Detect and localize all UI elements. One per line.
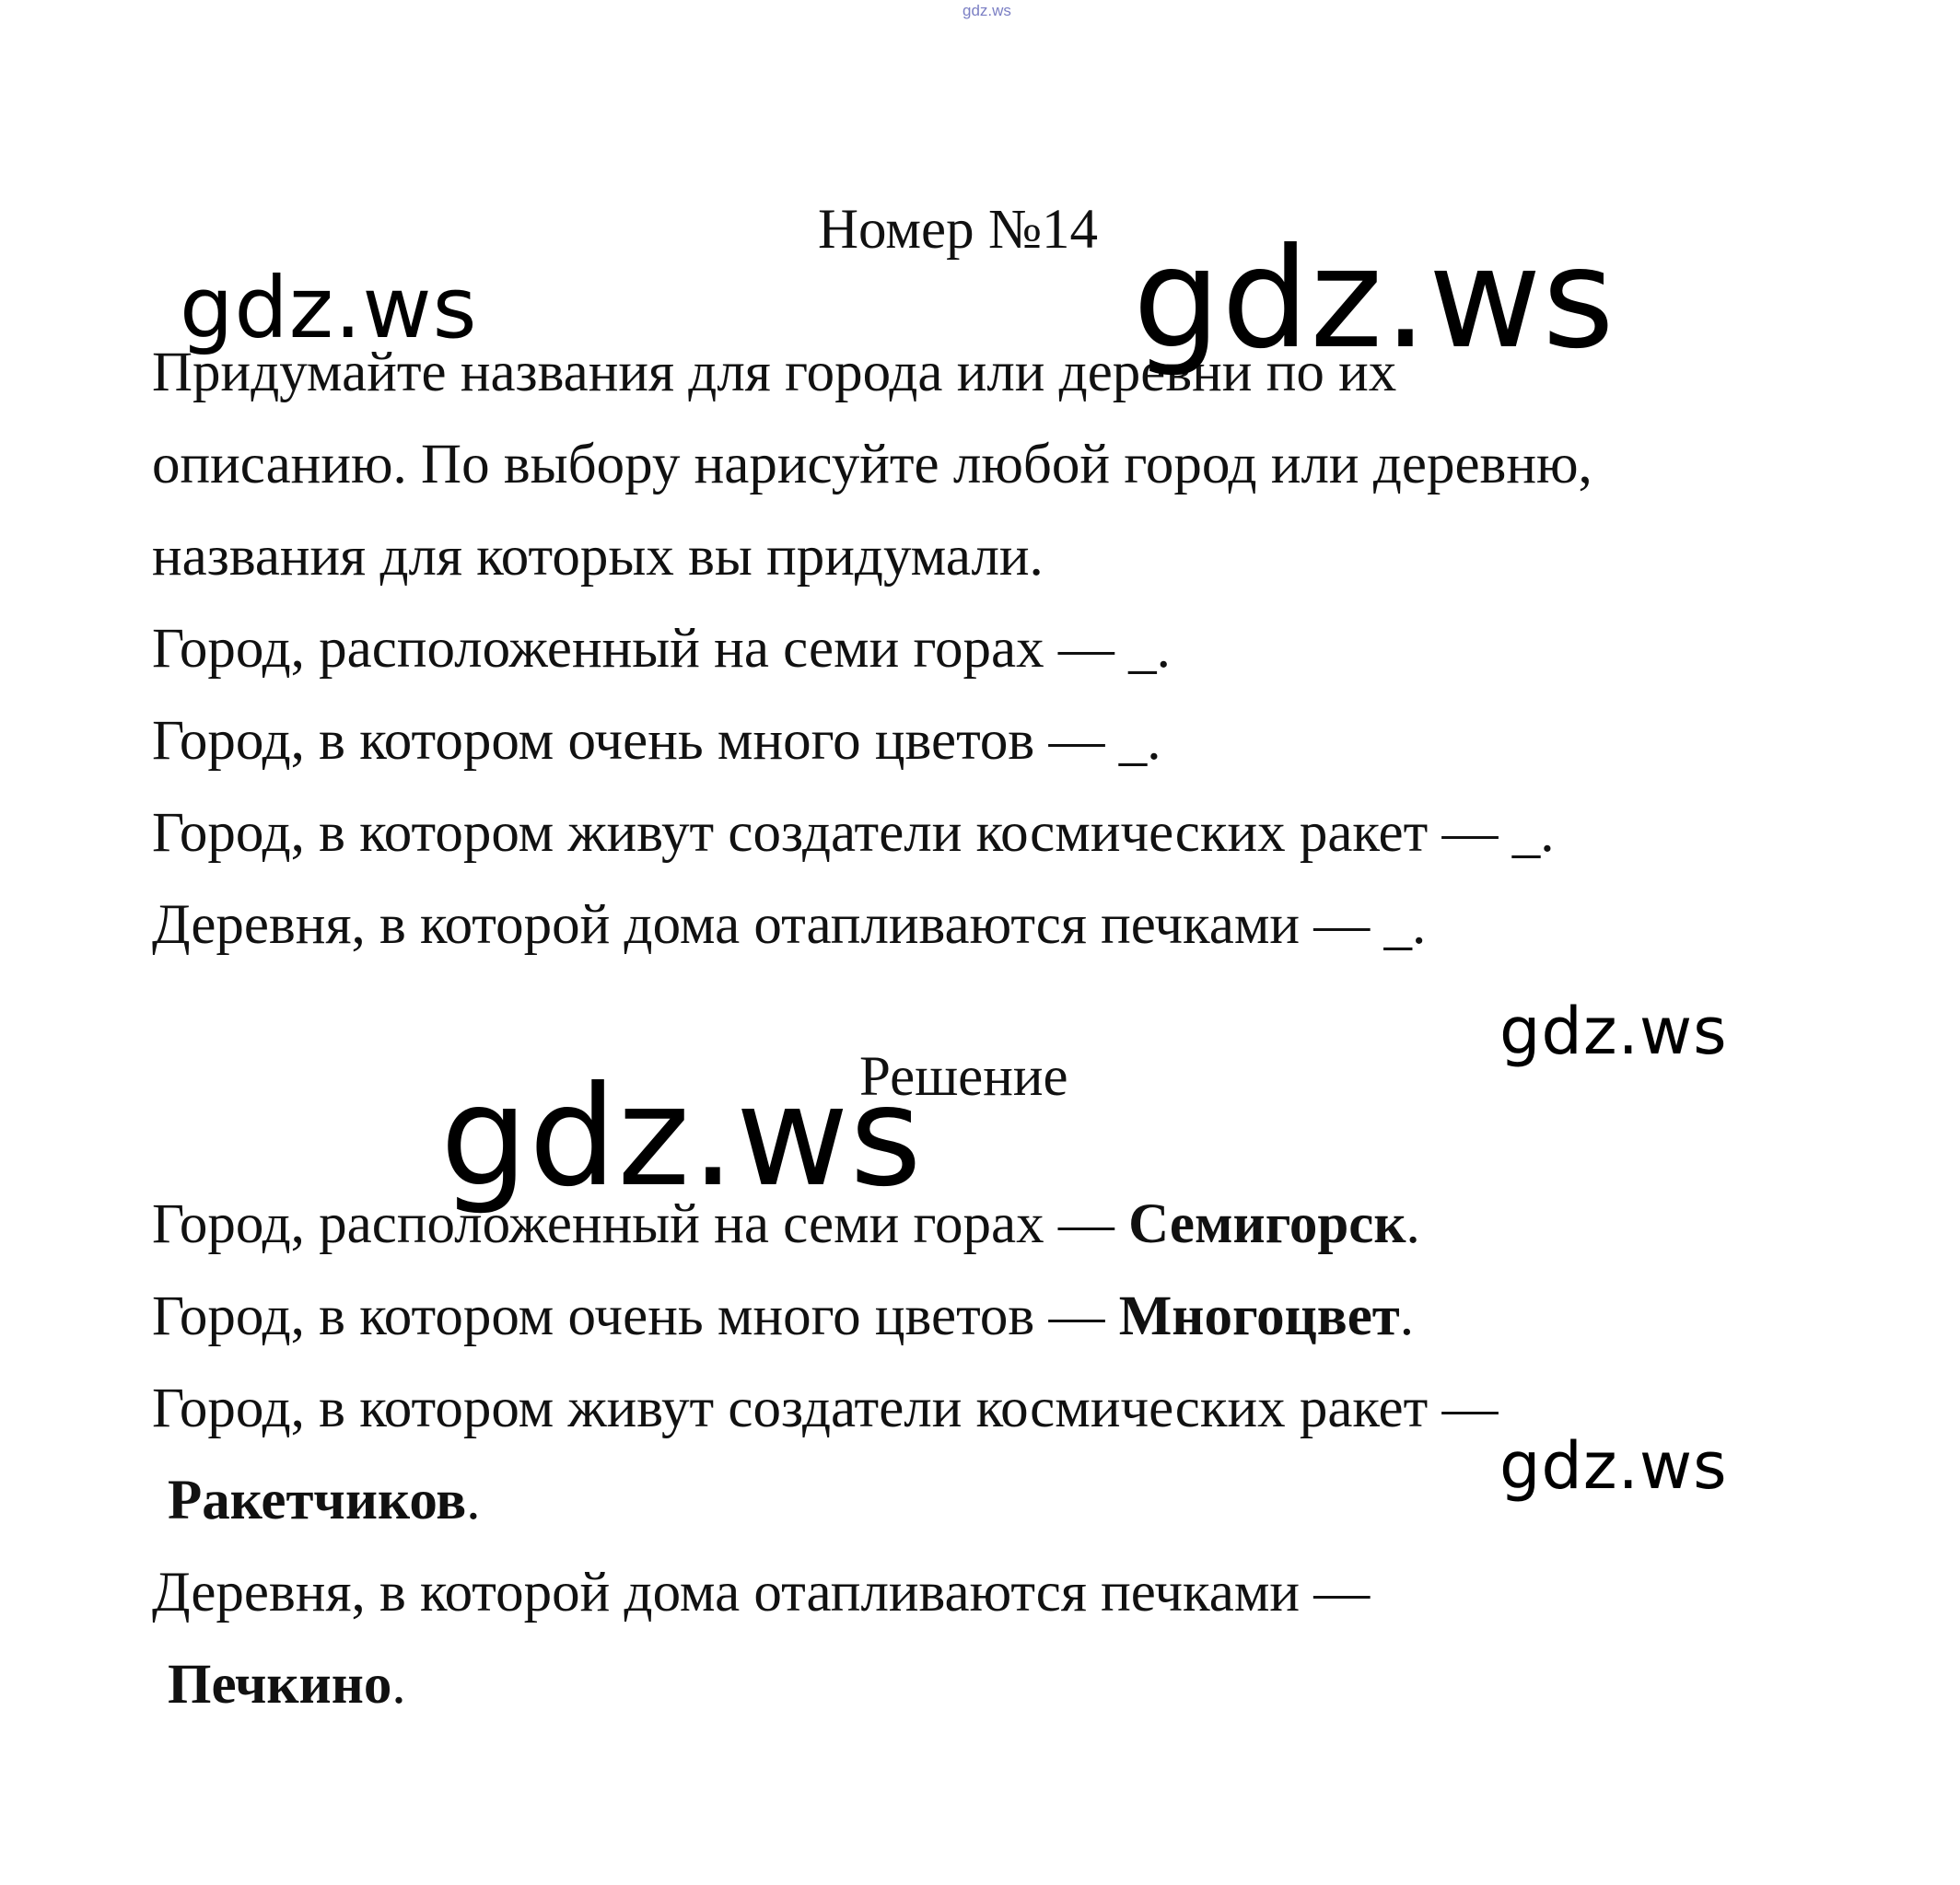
task-line: Придумайте названия для города или деревни по их <box>152 342 1397 403</box>
task-line: Город, в котором очень много цветов — _. <box>152 710 1161 772</box>
solution-line: Город, в котором живут создатели космических ракет — <box>152 1378 1499 1439</box>
solution-answer: Семигорск <box>1128 1193 1406 1255</box>
solution-line <box>168 1469 481 1533</box>
solution-line: Деревня, в которой дома отапливаются печками — <box>152 1562 1371 1623</box>
task-line: Город, расположенный на семи горах — _. <box>152 618 1171 680</box>
solution-prefix: Город, в котором очень много цветов — <box>152 1286 1119 1347</box>
solution-line <box>152 1285 1414 1349</box>
solution-suffix: . <box>1406 1193 1420 1255</box>
watermark: gdz.ws <box>440 1057 923 1217</box>
watermark: gdz.ws <box>1499 994 1728 1069</box>
solution-answer: Многоцвет <box>1118 1286 1400 1347</box>
solution-line <box>168 1653 406 1717</box>
task-line: Деревня, в которой дома отапливаются печками — _. <box>152 894 1427 956</box>
watermark: gdz.ws <box>1133 219 1616 379</box>
solution-suffix: . <box>391 1654 406 1716</box>
solution-heading: Решение <box>859 1046 1068 1108</box>
task-line: Город, в котором живут создатели космических ракет — _. <box>152 802 1555 864</box>
top-watermark: gdz.ws <box>962 2 1011 19</box>
solution-suffix: . <box>466 1470 481 1531</box>
task-line: названия для которых вы придумали. <box>152 526 1044 588</box>
solution-suffix: . <box>1399 1286 1414 1347</box>
watermark: gdz.ws <box>1499 1428 1728 1504</box>
page-title: Номер №14 <box>818 199 1099 261</box>
solution-answer: Печкино <box>168 1654 392 1716</box>
solution-answer: Ракетчиков <box>168 1470 467 1531</box>
watermark: gdz.ws <box>180 259 478 357</box>
task-line: описанию. По выбору нарисуйте любой город или деревню, <box>152 434 1592 495</box>
solution-prefix: Город, расположенный на семи горах — <box>152 1193 1129 1255</box>
